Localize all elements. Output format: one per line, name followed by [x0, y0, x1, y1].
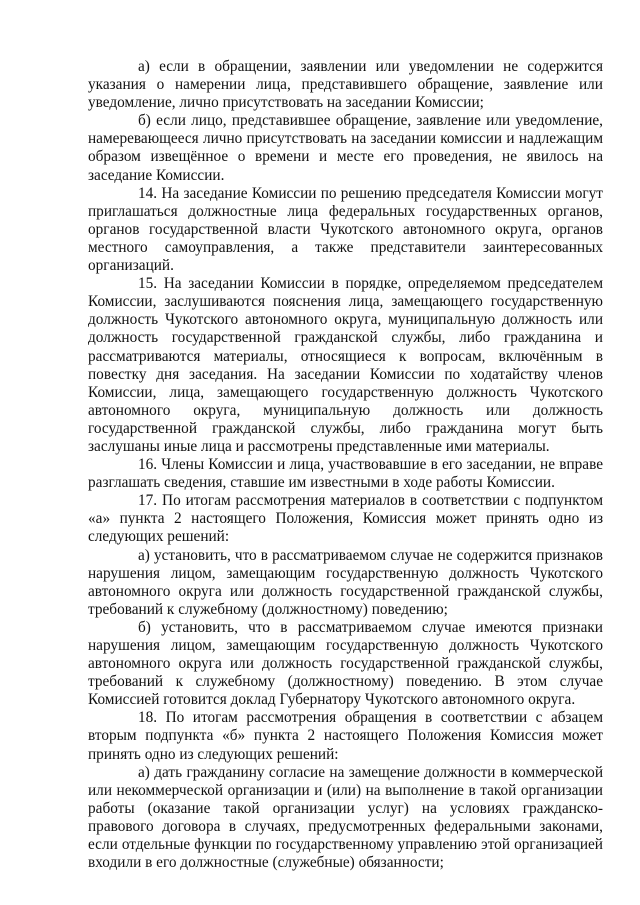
- paragraph-17b: б) установить, что в рассматриваемом случае имеются признаки нарушения лицом, замещающим государственную должность Чукотского автономного округа или должность государственной гражданской службы, требований к служебному (должностному) поведению. В этом случае Комиссией готовится доклад Губернатору Чукотского автономного округа.: [88, 618, 603, 709]
- paragraph-16: 16. Члены Комиссии и лица, участвовавшие в его заседании, не вправе разглашать сведения, ставшие им известными в ходе работы Комиссии.: [88, 456, 603, 492]
- paragraph-17a: а) установить, что в рассматриваемом случае не содержится признаков нарушения лицом, замещающим государственную должность Чукотского автономного округа или должность государственной гражданской службы, требований к служебному (должностному) поведению;: [88, 546, 603, 618]
- paragraph-18: 18. По итогам рассмотрения обращения в соответствии с абзацем вторым подпункта «б» пункта 2 настоящего Положения Комиссия может принять одно из следующих решений:: [88, 709, 603, 763]
- paragraph-18a: а) дать гражданину согласие на замещение должности в коммерческой или некоммерческой организации и (или) на выполнение в такой организации работы (оказание такой организации услуг) на условиях гражданско-правового договора в случаях, предусмотренных федеральными законами, если отдельные функции по государственному управлению этой организацией входили в его должностные (служебные) обязанности;: [88, 763, 603, 872]
- paragraph-14: 14. На заседание Комиссии по решению председателя Комиссии могут приглашаться должностные лица федеральных государственных органов, органов государственной власти Чукотского автономного округа, органов местного самоуправления, а также представители заинтересованных организаций.: [88, 184, 603, 275]
- paragraph-13a: а) если в обращении, заявлении или уведомлении не содержится указания о намерении лица, представившего обращение, заявление или уведомление, лично присутствовать на заседании Комиссии;: [88, 58, 603, 112]
- document-body: [88, 58, 603, 872]
- paragraph-15: 15. На заседании Комиссии в порядке, определяемом председателем Комиссии, заслушиваются пояснения лица, замещающего государственную должность Чукотского автономного округа, муниципальную должность или должность государственной гражданской службы, либо гражданина и рассматриваются материалы, относящиеся к вопросам, включённым в повестку дня заседания. На заседании Комиссии по ходатайству членов Комиссии, лица, замещающего государственную должность Чукотского автономного округа, муниципальную должность или должность государственной гражданской службы, либо гражданина могут быть заслушаны иные лица и рассмотрены представленные ими материалы.: [88, 275, 603, 455]
- paragraph-17: 17. По итогам рассмотрения материалов в соответствии с подпунктом «а» пункта 2 настоящего Положения, Комиссия может принять одно из следующих решений:: [88, 492, 603, 546]
- paragraph-13b: б) если лицо, представившее обращение, заявление или уведомление, намеревающееся лично присутствовать на заседании комиссии и надлежащим образом извещённое о времени и месте его проведения, не явилось на заседание Комиссии.: [88, 112, 603, 184]
